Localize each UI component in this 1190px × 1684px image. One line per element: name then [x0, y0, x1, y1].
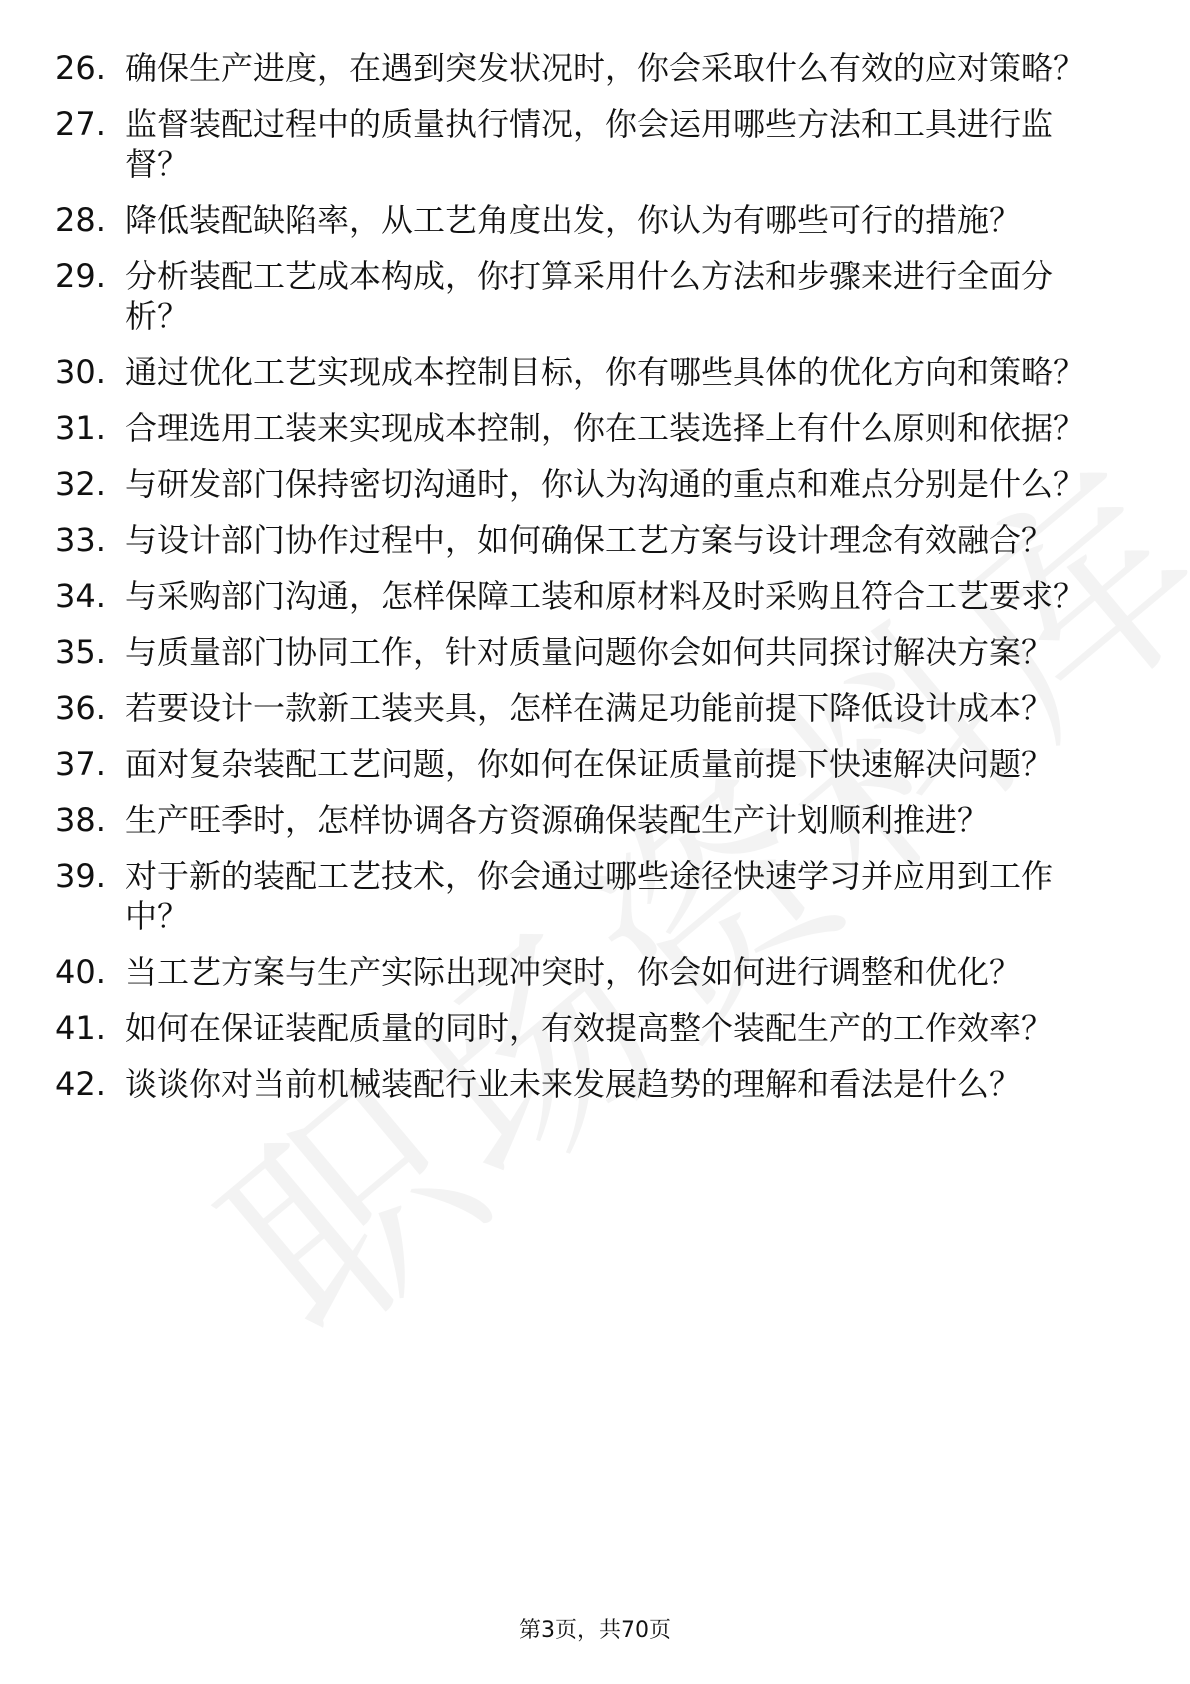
page-indicator: 第3页，共70页 — [519, 1618, 671, 1643]
question-number: 27. — [55, 105, 106, 143]
question-item — [55, 576, 1135, 616]
question-item — [55, 952, 1135, 992]
question-number: 31. — [55, 409, 106, 447]
question-text: 当工艺方案与生产实际出现冲突时，你会如何进行调整和优化？ — [125, 953, 1022, 991]
question-text: 谈谈你对当前机械装配行业未来发展趋势的理解和看法是什么？ — [125, 1065, 1022, 1103]
question-number: 39. — [55, 857, 106, 895]
question-item — [55, 464, 1135, 504]
question-item — [55, 256, 1135, 336]
question-item — [55, 48, 1135, 88]
question-number: 30. — [55, 353, 106, 391]
question-number: 38. — [55, 801, 106, 839]
question-item — [55, 632, 1135, 672]
question-text: 面对复杂装配工艺问题，你如何在保证质量前提下快速解决问题？ — [125, 745, 1054, 783]
question-text: 与研发部门保持密切沟通时，你认为沟通的重点和难点分别是什么？ — [125, 465, 1086, 503]
question-item — [55, 1064, 1135, 1104]
question-text: 降低装配缺陷率，从工艺角度出发，你认为有哪些可行的措施？ — [125, 201, 1022, 239]
question-number: 28. — [55, 201, 106, 239]
question-number: 34. — [55, 577, 106, 615]
question-text: 对于新的装配工艺技术，你会通过哪些途径快速学习并应用到工作中？ — [125, 857, 1054, 935]
question-text: 确保生产进度，在遇到突发状况时，你会采取什么有效的应对策略？ — [125, 49, 1086, 87]
question-text: 若要设计一款新工装夹具，怎样在满足功能前提下降低设计成本？ — [125, 689, 1054, 727]
question-number: 35. — [55, 633, 106, 671]
question-number: 29. — [55, 257, 106, 295]
question-number: 37. — [55, 745, 106, 783]
question-number: 40. — [55, 953, 106, 991]
question-item — [55, 744, 1135, 784]
question-text: 通过优化工艺实现成本控制目标，你有哪些具体的优化方向和策略？ — [125, 353, 1086, 391]
question-number: 33. — [55, 521, 106, 559]
question-item — [55, 352, 1135, 392]
question-item — [55, 688, 1135, 728]
question-text: 生产旺季时，怎样协调各方资源确保装配生产计划顺利推进？ — [125, 801, 990, 839]
question-text: 分析装配工艺成本构成，你打算采用什么方法和步骤来进行全面分析？ — [125, 257, 1054, 335]
question-text: 与采购部门沟通，怎样保障工装和原材料及时采购且符合工艺要求？ — [125, 577, 1086, 615]
question-number: 26. — [55, 49, 106, 87]
question-number: 32. — [55, 465, 106, 503]
question-item — [55, 856, 1135, 936]
question-text: 监督装配过程中的质量执行情况，你会运用哪些方法和工具进行监督？ — [125, 105, 1054, 183]
question-item — [55, 1008, 1135, 1048]
question-item — [55, 200, 1135, 240]
question-item — [55, 408, 1135, 448]
question-list — [55, 48, 1135, 1104]
question-item — [55, 520, 1135, 560]
question-text: 与设计部门协作过程中，如何确保工艺方案与设计理念有效融合？ — [125, 521, 1054, 559]
question-number: 42. — [55, 1065, 106, 1103]
question-item — [55, 800, 1135, 840]
question-text: 合理选用工装来实现成本控制，你在工装选择上有什么原则和依据？ — [125, 409, 1086, 447]
question-number: 41. — [55, 1009, 106, 1047]
question-text: 与质量部门协同工作，针对质量问题你会如何共同探讨解决方案？ — [125, 633, 1054, 671]
question-number: 36. — [55, 689, 106, 727]
question-text: 如何在保证装配质量的同时，有效提高整个装配生产的工作效率？ — [125, 1009, 1054, 1047]
question-item — [55, 104, 1135, 184]
